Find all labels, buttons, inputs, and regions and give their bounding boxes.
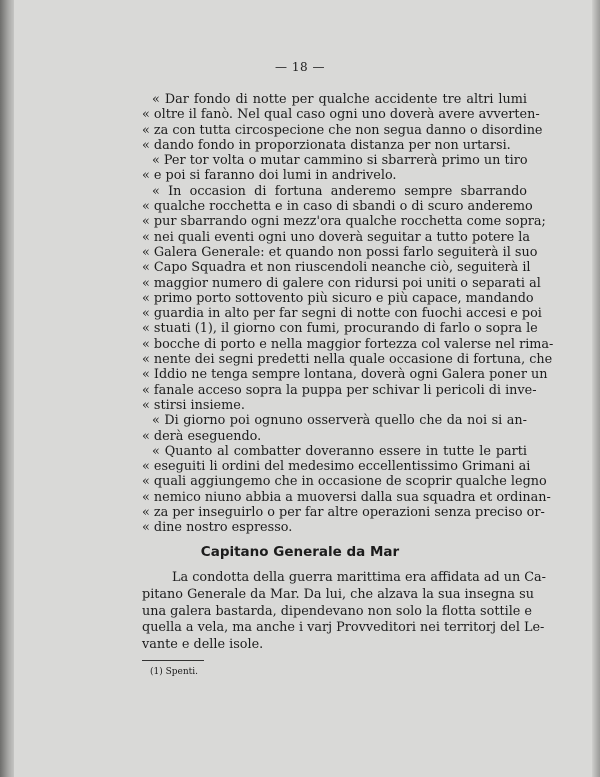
quoted-line: « stuati (1), il giorno con fumi, procurando di farlo o sopra le (142, 321, 538, 337)
section-line: pitano Generale da Mar. Da lui, che alzava la sua insegna su (142, 586, 534, 602)
quoted-passage (142, 92, 554, 536)
quoted-line: « Galera Generale: et quando non possi farlo seguiterà il suo (142, 244, 538, 260)
quoted-line: « Di giorno poi ognuno osserverà quello che da noi si an- (152, 413, 527, 429)
quoted-line: « Capo Squadra et non riuscendoli neanche ciò, seguiterà il (142, 260, 531, 276)
quoted-line: « quali aggiungemo che in occasione de scoprir qualche legno (142, 474, 547, 490)
quoted-line: « bocche di porto e nella maggior fortezza col valerse nel rima- (142, 336, 554, 352)
section-line: La condotta della guerra marittima era affidata ad un Ca- (172, 570, 547, 585)
quoted-line: « Dar fondo di notte per qualche accidente tre altri lumi (152, 92, 527, 107)
quoted-line: « fanale acceso sopra la puppa per schivar li pericoli di inve- (142, 382, 537, 398)
quoted-line: « maggior numero di galere con ridursi poi uniti o separati al (142, 275, 541, 291)
quoted-line: « pur sbarrando ogni mezz'ora qualche rocchetta come sopra; (142, 214, 546, 230)
quoted-line: « za per inseguirlo o per far altre operazioni senza preciso or- (142, 505, 545, 521)
page-edge (592, 0, 600, 777)
section-line: vante e delle isole. (142, 637, 264, 653)
section-heading: Capitano Generale da Mar (200, 544, 400, 560)
quoted-line: « nente dei segni predetti nella quale occasione di fortuna, che (142, 352, 553, 368)
quoted-line: « e poi si faranno doi lumi in andrivelo. (142, 168, 397, 184)
quoted-line: « nemico niuno abbia a muoversi dalla sua squadra et ordinan- (142, 489, 551, 505)
quoted-line: « Per tor volta o mutar cammino si sbarrerà primo un tiro (152, 153, 528, 169)
quoted-line: « Iddio ne tenga sempre lontana, doverà ogni Galera poner un (142, 367, 548, 383)
quoted-line: « In occasion di fortuna anderemo sempre sbarrando (152, 183, 527, 199)
quoted-line: « za con tutta circospecione che non segua danno o disordine (142, 122, 543, 138)
footnote-rule (142, 660, 204, 661)
section-line: una galera bastarda, dipendevano non solo la flotta sottile e (142, 603, 533, 619)
book-gutter-shadow (0, 0, 14, 777)
page-number: — 18 — (275, 60, 325, 74)
quoted-line: « derà eseguendo. (142, 428, 262, 444)
quoted-line: « primo porto sottovento più sicuro e più capace, mandando (142, 290, 534, 306)
section-body (142, 570, 547, 654)
section-line: quella a vela, ma anche i varj Provveditori nei territorj del Le- (142, 620, 545, 636)
quoted-line: « dine nostro espresso. (142, 520, 293, 536)
footnote: (1) Spenti. (150, 667, 199, 677)
quoted-line: « eseguiti li ordini del medesimo eccellentissimo Grimani ai (142, 459, 531, 475)
quoted-line: « nei quali eventi ogni uno doverà seguitar a tutto potere la (142, 229, 531, 245)
quoted-line: « stirsi insieme. (142, 397, 245, 413)
quoted-line: « oltre il fanò. Nel qual caso ogni uno doverà avere avverten- (142, 107, 540, 123)
quoted-line: « Quanto al combatter doveranno essere in tutte le parti (152, 443, 527, 459)
quoted-line: « dando fondo in proporzionata distanza per non urtarsi. (142, 137, 511, 153)
quoted-line: « qualche rocchetta e in caso di sbandi o di scuro anderemo (142, 199, 533, 215)
quoted-line: « guardia in alto per far segni di notte con fuochi accesi e poi (142, 306, 542, 322)
